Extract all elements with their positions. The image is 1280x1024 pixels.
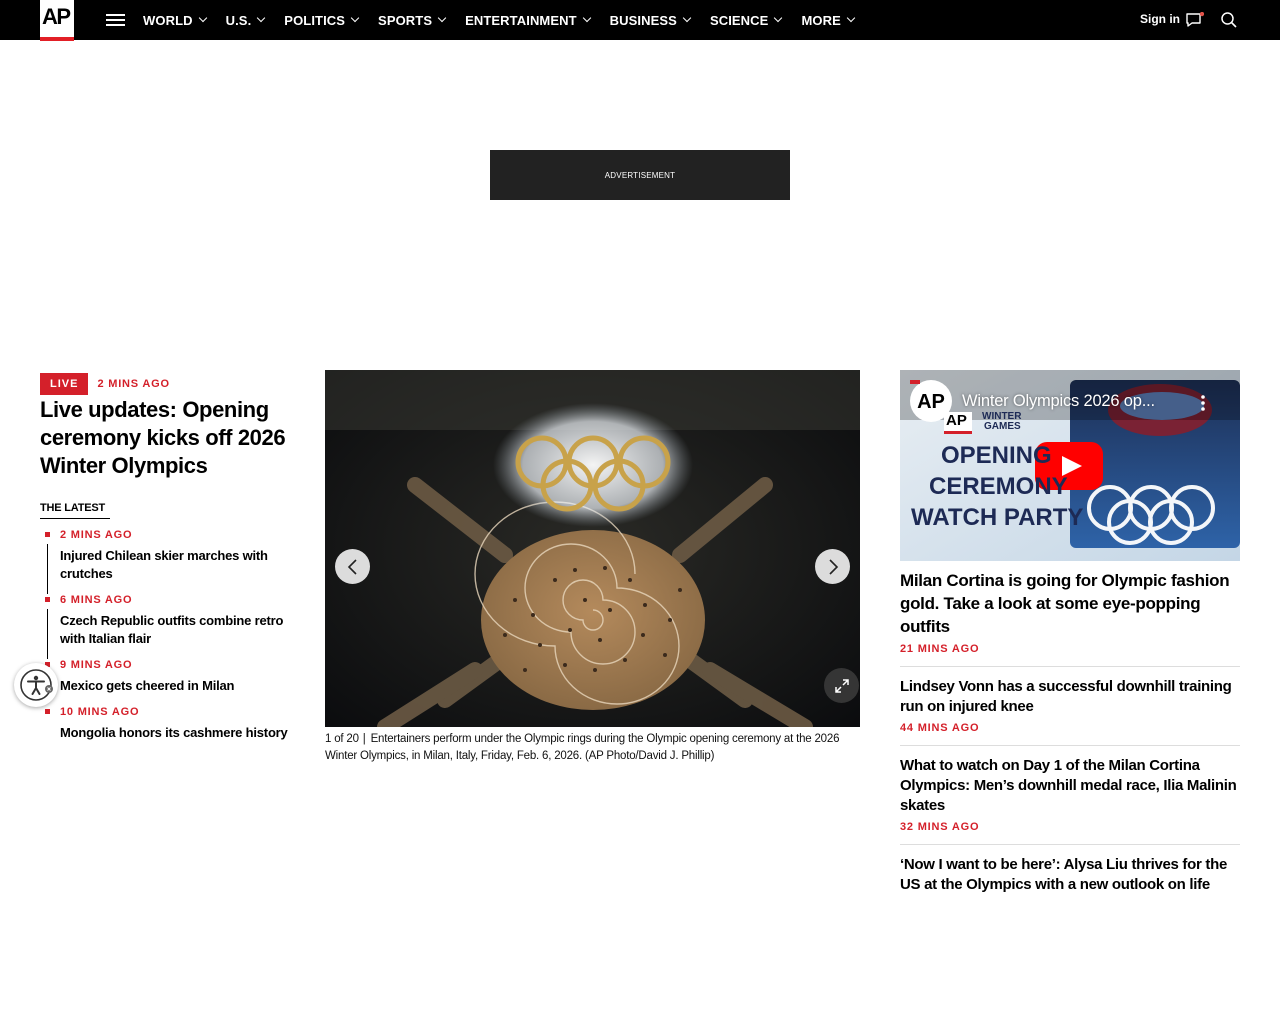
timestamp: 6 MINS AGO: [60, 594, 133, 606]
accessibility-icon: [14, 663, 58, 707]
timestamp: 10 MINS AGO: [60, 706, 140, 718]
advertisement[interactable]: [490, 150, 790, 200]
chevron-down-icon: [198, 14, 206, 22]
gallery-counter: 1 of 20: [325, 733, 359, 745]
chevron-right-icon: [826, 558, 840, 576]
video-player[interactable]: [900, 370, 1240, 561]
channel-logo-text: AP: [917, 391, 945, 413]
timestamp: 2 MINS AGO: [60, 529, 133, 541]
story-item: [900, 756, 1240, 845]
fullscreen-button[interactable]: [824, 668, 859, 703]
update-headline[interactable]: Mongolia honors its cashmere history: [60, 725, 288, 740]
latest-section-label: THE LATEST: [40, 502, 106, 514]
divider: [40, 518, 110, 519]
nav-item-world[interactable]: [143, 13, 206, 28]
gallery-photo[interactable]: [325, 370, 860, 727]
story-headline[interactable]: ‘Now I want to be here’: Alysa Liu thrives for the US at the Olympics with a new outlook on life: [900, 856, 1227, 893]
bullet-marker: [45, 709, 50, 714]
main-nav: [143, 0, 874, 40]
chevron-down-icon: [582, 14, 590, 22]
timestamp: 21 MINS AGO: [900, 643, 980, 655]
bullet-marker: [45, 597, 50, 602]
caption-separator: |: [362, 733, 366, 745]
nav-item-business[interactable]: [610, 13, 690, 28]
logo-text: AP: [42, 4, 70, 29]
chevron-down-icon: [683, 14, 691, 22]
story-headline[interactable]: What to watch on Day 1 of the Milan Cortina Olympics: Men’s downhill medal race, Ilia Malinin skates: [900, 757, 1237, 814]
nav-item-politics[interactable]: [284, 13, 358, 28]
ad-label: ADVERTISEMENT: [604, 170, 676, 180]
chevron-down-icon: [257, 14, 265, 22]
list-item: [40, 593, 310, 658]
logo-underline: [40, 37, 74, 41]
live-badge: LIVE: [40, 373, 88, 395]
chevron-left-icon: [346, 558, 360, 576]
chevron-down-icon: [351, 14, 359, 22]
nav-item-sports[interactable]: [378, 13, 445, 28]
thumb-line-1: OPENING: [941, 442, 1052, 469]
story-headline[interactable]: Milan Cortina is going for Olympic fashion gold. Take a look at some eye-popping outfits: [900, 571, 1230, 636]
sign-in-link[interactable]: Sign in: [1140, 12, 1180, 26]
nav-item-more[interactable]: [801, 13, 853, 28]
ceremony-photo-image: [325, 370, 860, 727]
latest-updates-list: [40, 528, 310, 745]
thumb-games-line1: WINTER: [982, 411, 1022, 422]
photo-caption: [325, 731, 860, 765]
accessibility-button[interactable]: [14, 663, 58, 707]
nav-item-us[interactable]: [226, 13, 265, 28]
live-indicator-row: [40, 373, 170, 395]
story-item: [900, 569, 1240, 667]
nav-label: SPORTS: [378, 12, 433, 28]
thumb-brand-small: AP: [946, 412, 967, 429]
timestamp: 44 MINS AGO: [900, 722, 980, 734]
chevron-down-icon: [847, 14, 855, 22]
nav-label: ENTERTAINMENT: [465, 12, 577, 28]
story-item: [900, 855, 1240, 906]
related-stories-list: [900, 569, 1240, 916]
nav-label: U.S.: [225, 12, 252, 28]
previous-photo-button[interactable]: [335, 549, 370, 584]
bullet-marker: [45, 532, 50, 537]
chevron-down-icon: [438, 14, 446, 22]
timestamp: 9 MINS AGO: [60, 659, 133, 671]
timeline-line: [47, 609, 48, 659]
thumb-line-3: WATCH PARTY: [911, 504, 1084, 531]
search-icon[interactable]: [1221, 12, 1237, 28]
nav-item-science[interactable]: [710, 13, 782, 28]
next-photo-button[interactable]: [815, 549, 850, 584]
nav-label: MORE: [801, 12, 841, 28]
nav-label: WORLD: [143, 12, 193, 28]
list-item: [40, 658, 310, 705]
story-item: [900, 677, 1240, 746]
nav-item-entertainment[interactable]: [465, 13, 590, 28]
lead-headline[interactable]: Live updates: Opening ceremony kicks off 2026 Winter Olympics: [40, 397, 286, 478]
caption-text: Entertainers perform under the Olympic rings during the Olympic opening ceremony at the 2026 Winter Olympics, in Milan, Italy, Friday, Feb. 6, 2026. (AP Photo/David J. Phillip): [325, 733, 840, 762]
update-headline[interactable]: Czech Republic outfits combine retro with Italian flair: [60, 613, 284, 646]
thumb-games-line2: GAMES: [984, 421, 1021, 432]
comments-icon[interactable]: [1186, 12, 1204, 28]
timeline-line: [47, 544, 48, 594]
story-headline[interactable]: Lindsey Vonn has a successful downhill training run on injured knee: [900, 678, 1232, 715]
nav-label: BUSINESS: [609, 12, 677, 28]
expand-icon: [834, 678, 850, 694]
list-item: [40, 705, 310, 745]
video-title[interactable]: Winter Olympics 2026 op...: [962, 392, 1155, 410]
timestamp: 32 MINS AGO: [900, 821, 980, 833]
nav-label: SCIENCE: [709, 12, 769, 28]
chevron-down-icon: [774, 14, 782, 22]
timestamp: 2 MINS AGO: [97, 378, 170, 390]
ap-logo[interactable]: [40, 0, 74, 41]
top-navigation-bar: [0, 0, 1280, 40]
more-options-icon[interactable]: [1201, 394, 1205, 412]
hamburger-menu-icon[interactable]: [106, 14, 125, 26]
nav-label: POLITICS: [284, 12, 346, 28]
update-headline[interactable]: Injured Chilean skier marches with crutches: [60, 548, 268, 581]
thumb-line-2: CEREMONY: [929, 473, 1068, 500]
list-item: [40, 528, 310, 593]
update-headline[interactable]: Mexico gets cheered in Milan: [60, 678, 235, 693]
